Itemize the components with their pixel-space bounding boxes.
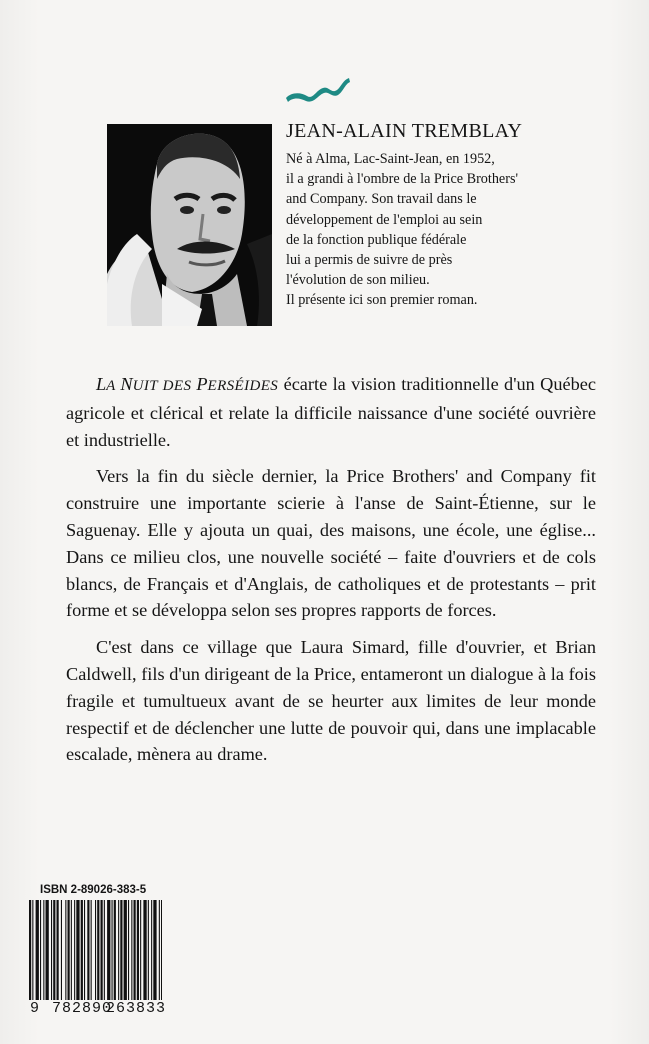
bio-line: and Company. Son travail dans le	[286, 191, 477, 208]
barcode-bar	[124, 900, 127, 1000]
barcode-bar	[40, 900, 41, 1000]
title-smallcaps: ERSÉIDES	[207, 378, 279, 394]
barcode-bar	[74, 900, 75, 1000]
barcode-bar	[101, 900, 103, 1000]
barcode-bar	[51, 900, 52, 1000]
barcode-bar	[84, 900, 85, 1000]
barcode-bar	[118, 900, 119, 1000]
book-title	[96, 374, 278, 394]
author-photo	[107, 124, 272, 326]
barcode	[29, 900, 162, 1004]
title-letter: N	[120, 374, 133, 394]
barcode-bar	[95, 900, 96, 1000]
title-letter: L	[96, 374, 107, 394]
bio-line: l'évolution de son milieu.	[286, 272, 430, 289]
barcode-bar	[114, 900, 116, 1000]
barcode-bar	[159, 900, 160, 1000]
description-paragraph-1	[66, 371, 596, 453]
barcode-bar	[43, 900, 44, 1000]
description-paragraph-3: C'est dans ce village que Laura Simard, fille d'ouvrier, et Brian Caldwell, fils d'un dirigeant de la Price, entameront un dialogue à la fois fragile et tumultueux avant de se heurter aux limites de leur monde respectif et de déclencher une lutte de pouvoir qui, dans une implacable escalade, mènera au drame.	[66, 637, 596, 765]
barcode-bar	[128, 900, 129, 1000]
barcode-bar	[107, 900, 110, 1000]
barcode-bar	[53, 900, 55, 1000]
barcode-bar	[151, 900, 152, 1000]
title-smallcaps: UIT DES	[132, 378, 197, 394]
barcode-bar	[104, 900, 105, 1000]
barcode-bar	[36, 900, 39, 1000]
barcode-digits-right: 263833	[106, 1000, 167, 1017]
bio-line: lui a permis de suivre de près	[286, 252, 453, 269]
bio-line: développement de l'emploi au sein	[286, 211, 483, 228]
barcode-bar	[137, 900, 139, 1000]
barcode-bar	[57, 900, 59, 1000]
author-name: JEAN-ALAIN TREMBLAY	[286, 120, 523, 142]
barcode-bar	[140, 900, 141, 1000]
bio-line: de la fonction publique fédérale	[286, 231, 467, 248]
barcode-bar	[46, 900, 49, 1000]
barcode-bar	[153, 900, 156, 1000]
barcode-bar	[161, 900, 162, 1000]
author-portrait-image	[107, 124, 272, 326]
bio-line: Né à Alma, Lac-Saint-Jean, en 1952,	[286, 151, 495, 167]
barcode-bar	[65, 900, 66, 1000]
publisher-logo-swoosh	[283, 70, 353, 110]
bio-line: il a grandi à l'ombre de la Price Brothers'	[286, 171, 519, 188]
barcode-bar	[81, 900, 83, 1000]
barcode-bar	[61, 900, 62, 1000]
barcode-bar	[29, 900, 31, 1000]
bio-line: Il présente ici son premier roman.	[286, 292, 478, 309]
barcode-digits-left: 782890	[52, 1000, 113, 1017]
title-letter: P	[196, 374, 208, 394]
barcode-bar	[32, 900, 33, 1000]
barcode-bar	[68, 900, 70, 1000]
barcode-bar	[71, 900, 72, 1000]
title-smallcaps: A	[106, 378, 121, 394]
barcode-bar	[143, 900, 146, 1000]
barcode-digit-first: 9	[30, 1000, 41, 1017]
barcode-bar	[112, 900, 113, 1000]
barcode-bar	[91, 900, 92, 1000]
description-paragraph-2: Vers la fin du siècle dernier, la Price Brothers' and Company fit construire une importante scierie à l'anse de Saint-Étienne, sur le Saguenay. Elle y ajouta un quai, des maisons, une école, une église... Dans ce milieu clos, une nouvelle société – faite d'ouvriers et de cols blancs, de Français et d'Anglais, de catholiques et de protestants – prit forme et se développa selon ses propres rapports de forces.	[66, 466, 596, 621]
barcode-bar	[134, 900, 136, 1000]
barcode-bar	[97, 900, 99, 1000]
isbn-label: ISBN 2-89026-383-5	[40, 884, 147, 896]
author-bio	[286, 149, 586, 311]
barcode-bar	[148, 900, 149, 1000]
barcode-bar	[87, 900, 89, 1000]
book-description	[66, 371, 596, 778]
barcode-bar	[120, 900, 122, 1000]
barcode-bar	[76, 900, 79, 1000]
paragraph-text: écarte la vision traditionnelle d'un Québec agricole et clérical et relate la difficile naissance d'une société ouvrière et industrielle.	[66, 374, 596, 450]
barcode-bar	[131, 900, 132, 1000]
